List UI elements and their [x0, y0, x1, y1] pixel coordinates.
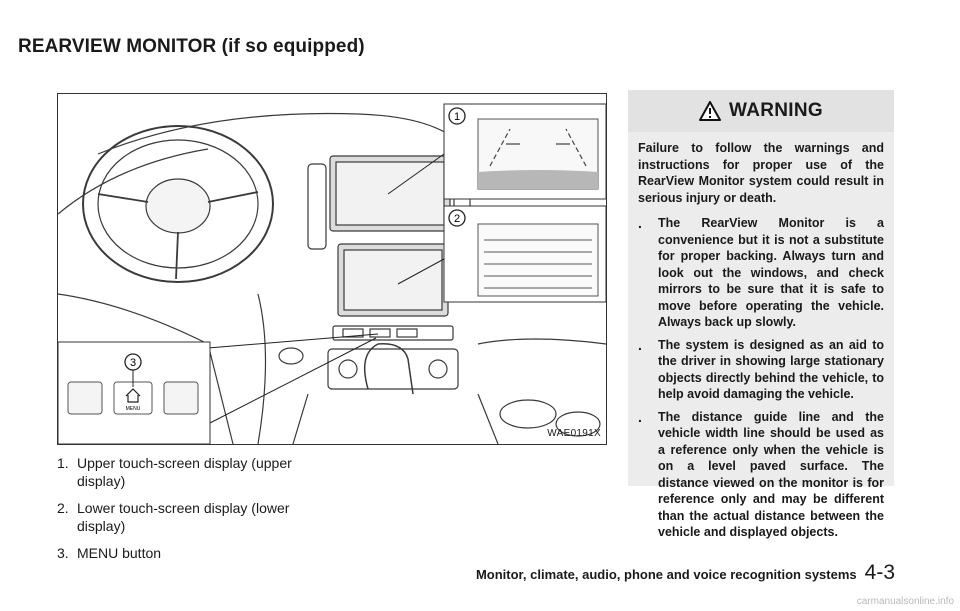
page-footer: [476, 561, 895, 585]
callout-1: 1: [453, 111, 461, 123]
warning-title: WARNING: [729, 100, 823, 121]
legend-item: 1. Upper touch-screen display (upper display): [57, 455, 292, 489]
warning-item: . The distance guide line and the vehicle width line should be used as a reference only when the vehicle is on a level paved surface. The distance viewed on the monitor is for reference only and may be different than the actual distance between the vehicle and displayed objects.: [638, 408, 884, 539]
figure-legend: [57, 454, 327, 571]
section-title: REARVIEW MONITOR (if so equipped): [18, 36, 365, 57]
warning-box: [628, 90, 894, 539]
warning-list: [638, 215, 884, 541]
watermark: carmanualsonline.info: [856, 596, 954, 607]
menu-label: MENU: [125, 406, 141, 412]
callout-3: 3: [129, 357, 137, 369]
warning-header: [628, 90, 894, 132]
warning-intro: Failure to follow the warnings and instructions for proper use of the RearView Monitor system could result in serious injury or death.: [638, 141, 884, 205]
figure-code: WAE0191X: [547, 428, 601, 439]
warning-item: . The RearView Monitor is a convenience but it is not a substitute for proper backing. Always turn and look out the windows, and check mirrors to be sure that it is safe to move before operating the vehicle. Always back up slowly.: [638, 215, 884, 329]
page-number: 4-3: [864, 561, 895, 584]
warning-triangle-icon: [699, 101, 721, 121]
warning-item: . The system is designed as an aid to the driver in showing large stationary objects directly behind the vehicle, to help avoid damaging the vehicle.: [638, 336, 884, 401]
dashboard-illustration: [57, 93, 607, 445]
legend-item: 3. MENU button: [57, 545, 162, 561]
chapter-title: Monitor, climate, audio, phone and voice recognition systems: [475, 567, 857, 582]
dashboard-drawing: [58, 94, 606, 444]
callout-2: 2: [453, 213, 461, 225]
legend-item: 2. Lower touch-screen display (lower display): [57, 500, 290, 534]
